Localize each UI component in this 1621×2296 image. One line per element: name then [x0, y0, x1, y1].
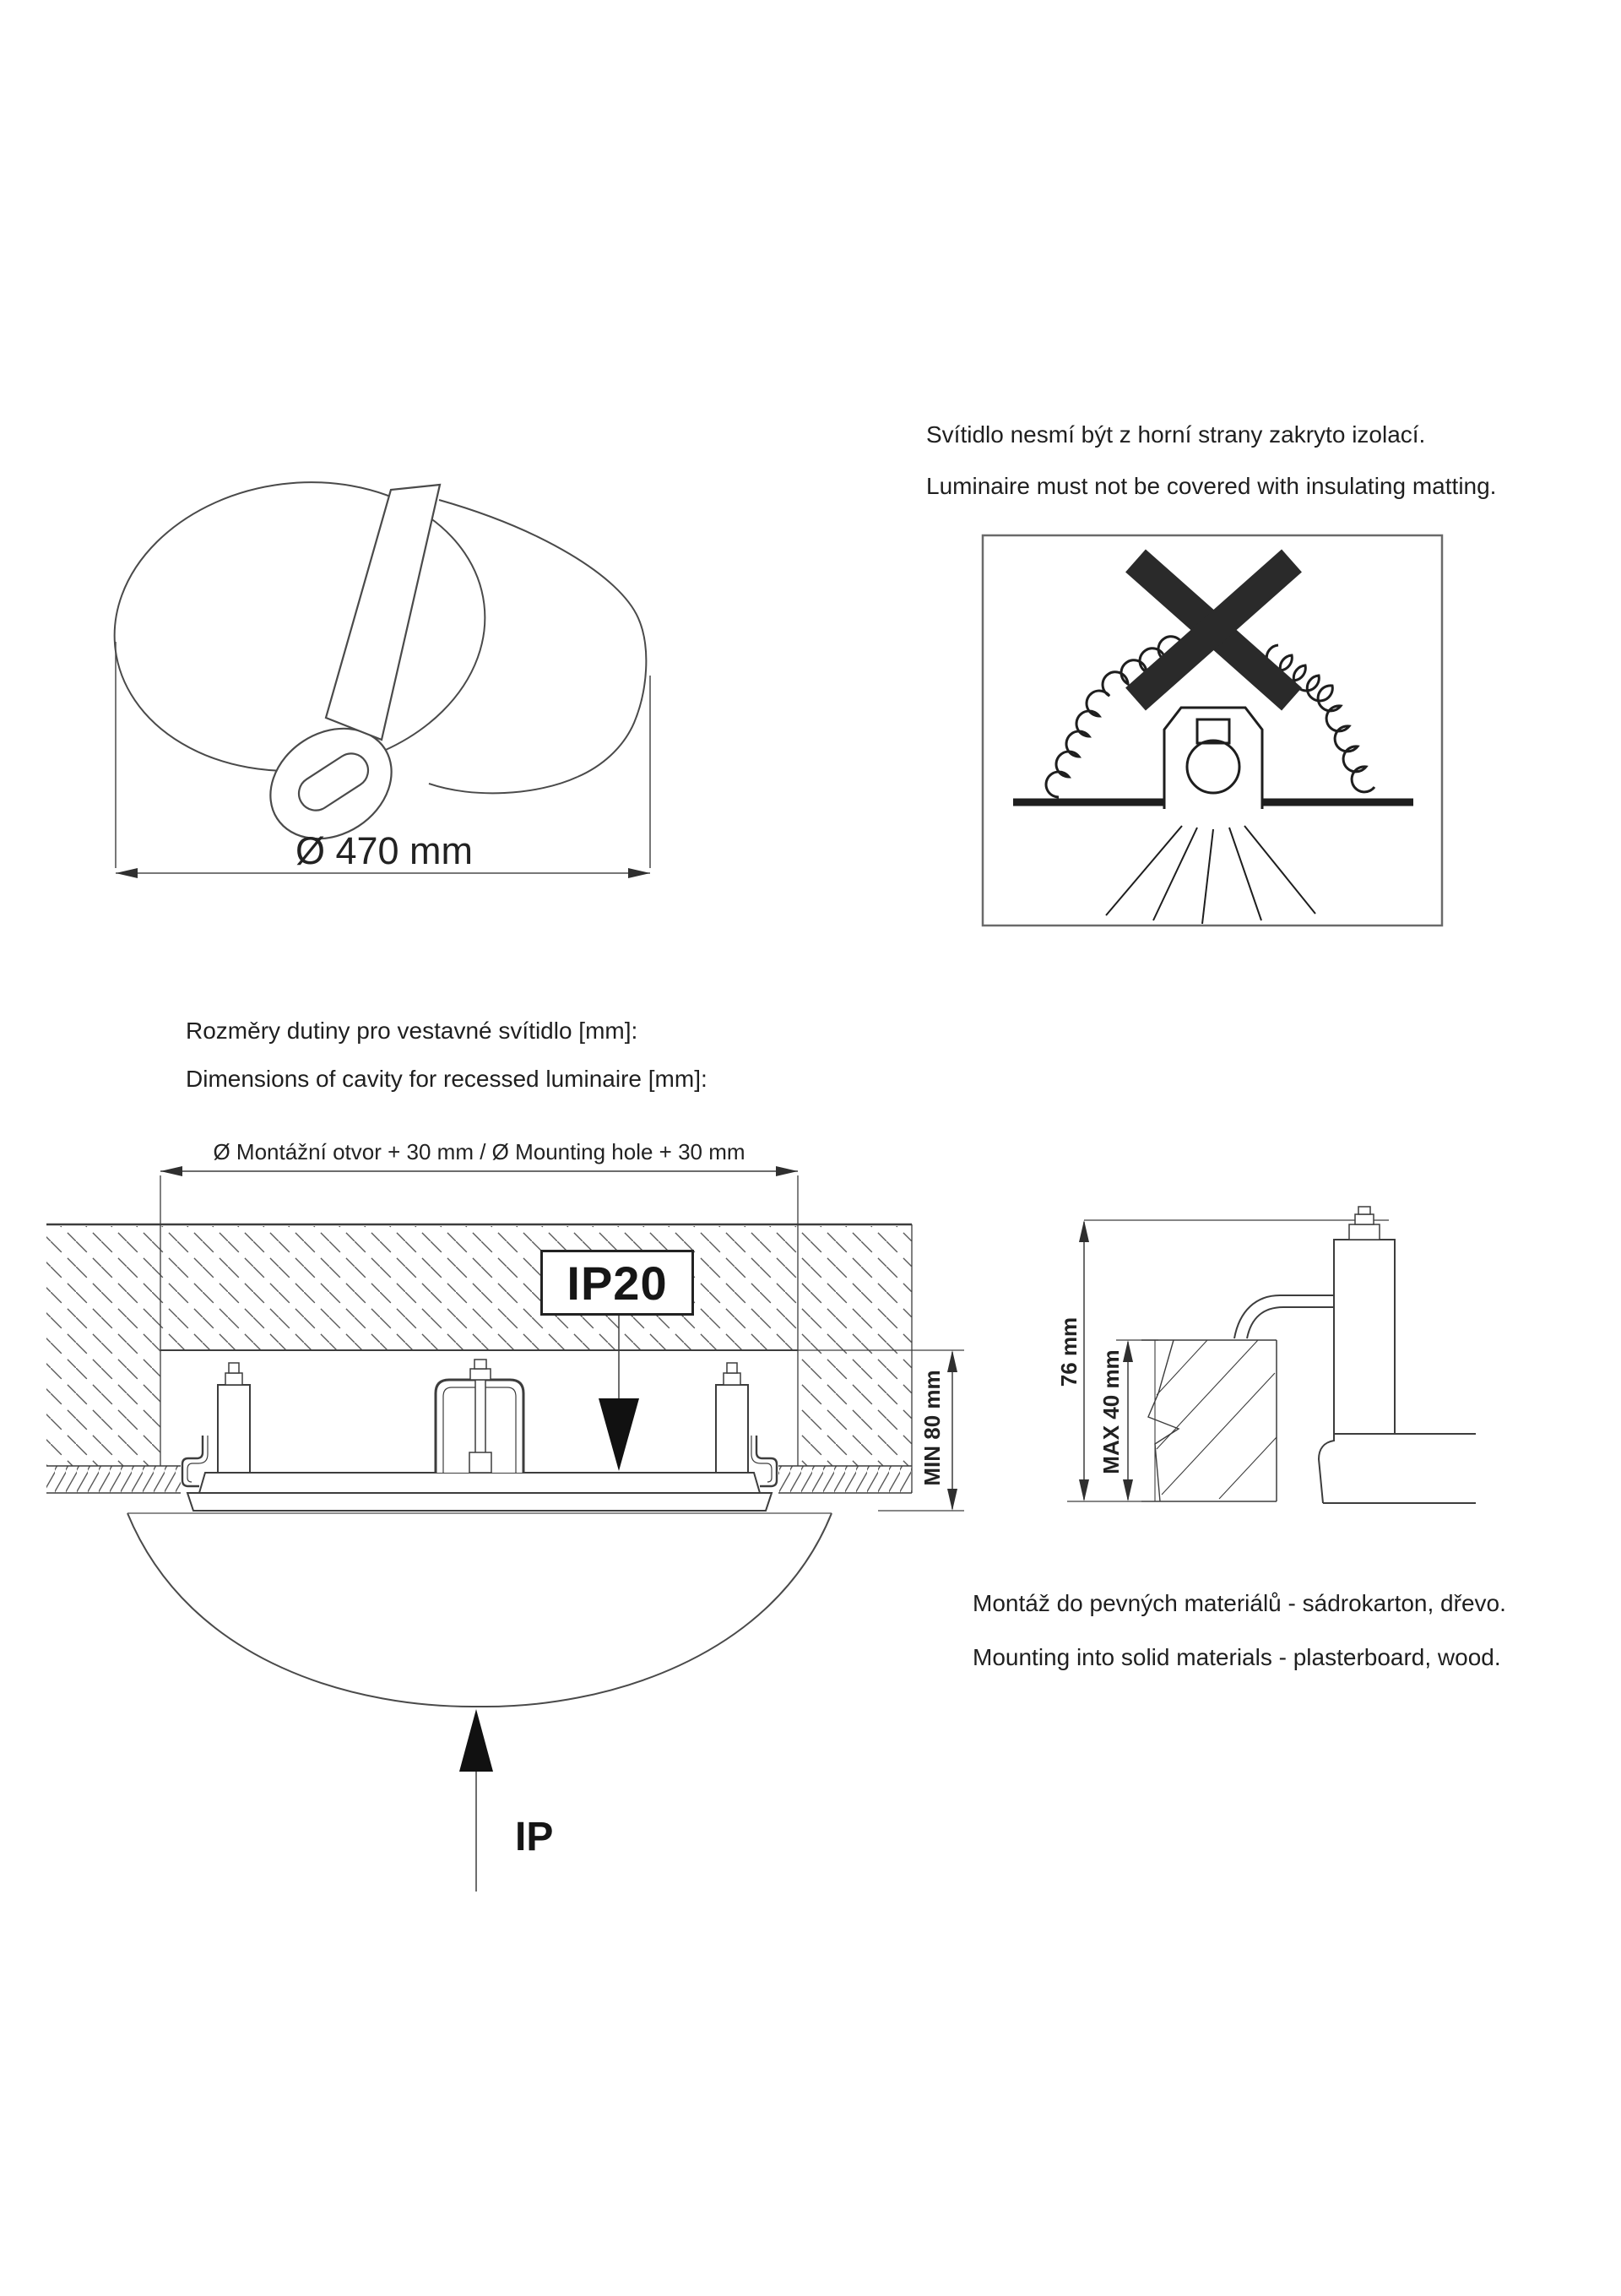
- dome-lower-edge: [429, 777, 577, 793]
- screw-collar: [1355, 1214, 1374, 1224]
- arrowhead-left: [160, 1166, 182, 1176]
- mounting-note-cs: Montáž do pevných materiálů - sádrokarton, dřevo.: [973, 1590, 1506, 1616]
- insulation-warning-en: Luminaire must not be covered with insulating matting.: [926, 473, 1497, 499]
- height-label: 76 mm: [1056, 1316, 1082, 1387]
- terminal-post-left: [218, 1363, 250, 1473]
- insulation-warning-cs: Svítidlo nesmí být z horní strany zakryto izolací.: [926, 421, 1426, 448]
- break-line: [1148, 1340, 1179, 1501]
- diameter-label: Ø 470 mm: [295, 829, 474, 872]
- cavity-title-en: Dimensions of cavity for recessed luminaire [mm]:: [186, 1066, 707, 1092]
- mounting-note-en: Mounting into solid materials - plasterboard, wood.: [973, 1644, 1501, 1670]
- pictogram-border: [983, 535, 1442, 925]
- center-bracket: [436, 1360, 523, 1473]
- ip-arrow-up: [459, 1709, 493, 1772]
- panel-hatch: [1157, 1340, 1277, 1499]
- mounting-bracket-tool: [250, 485, 440, 861]
- spring-clip: [1234, 1295, 1334, 1338]
- arrowhead: [1123, 1479, 1133, 1501]
- luminaire-side-post: [1334, 1207, 1395, 1434]
- ip20-leader-arrow: [599, 1398, 639, 1471]
- max-thickness-label: MAX 40 mm: [1098, 1349, 1124, 1474]
- dome-side-silhouette: [439, 500, 646, 777]
- screw-tip: [1358, 1207, 1370, 1214]
- arrowhead-up: [947, 1350, 957, 1372]
- panel-thickness-detail: [1013, 1195, 1486, 1520]
- dome-rim-ellipse: [98, 461, 501, 791]
- cavity-cross-section: [42, 1136, 979, 1896]
- min-depth-label: MIN 80 mm: [919, 1370, 945, 1486]
- no-insulation-pictogram: [981, 534, 1444, 927]
- panel-block: [1141, 1340, 1277, 1501]
- arrowhead: [1079, 1220, 1089, 1242]
- center-screw-nut: [470, 1369, 491, 1380]
- diffuser-dome: [127, 1513, 832, 1707]
- hole-dimension-label: Ø Montážní otvor + 30 mm / Ø Mounting hole + 30 mm: [213, 1139, 745, 1164]
- luminaire-cross-section: [127, 1360, 832, 1707]
- ip-marker-label: IP: [515, 1815, 554, 1859]
- arrowhead-right: [776, 1166, 798, 1176]
- trim-ring: [187, 1493, 772, 1511]
- cavity-title-cs: Rozměry dutiny pro vestavné svítidlo [mm]:: [186, 1018, 638, 1044]
- center-screw-rod: [475, 1380, 485, 1454]
- ip-rating-badge: IP20: [540, 1250, 694, 1316]
- center-screw-tip: [474, 1360, 486, 1369]
- arrowhead: [1123, 1340, 1133, 1362]
- arrowhead: [1079, 1479, 1089, 1501]
- center-screw-foot: [469, 1452, 491, 1473]
- screw-nut: [1349, 1224, 1380, 1240]
- arrowhead-down: [947, 1489, 957, 1511]
- luminaire-rim-corner: [1319, 1434, 1476, 1503]
- terminal-post-right: [716, 1363, 748, 1473]
- chassis-plate: [199, 1473, 760, 1493]
- bracket-strap: [326, 485, 440, 740]
